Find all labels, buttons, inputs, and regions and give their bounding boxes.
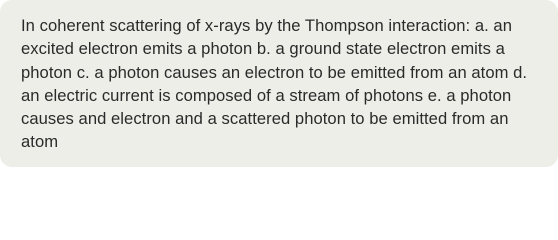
question-text: In coherent scattering of x-rays by the Thompson interaction: a. an excited electron emits a photon b. a ground state electron emits a photon c. a photon causes an electron to be emitted from an atom d. an electric current is composed of a stream of photons e. a photon causes and electron and a scattered photon to be emitted from an atom [21,16,528,152]
